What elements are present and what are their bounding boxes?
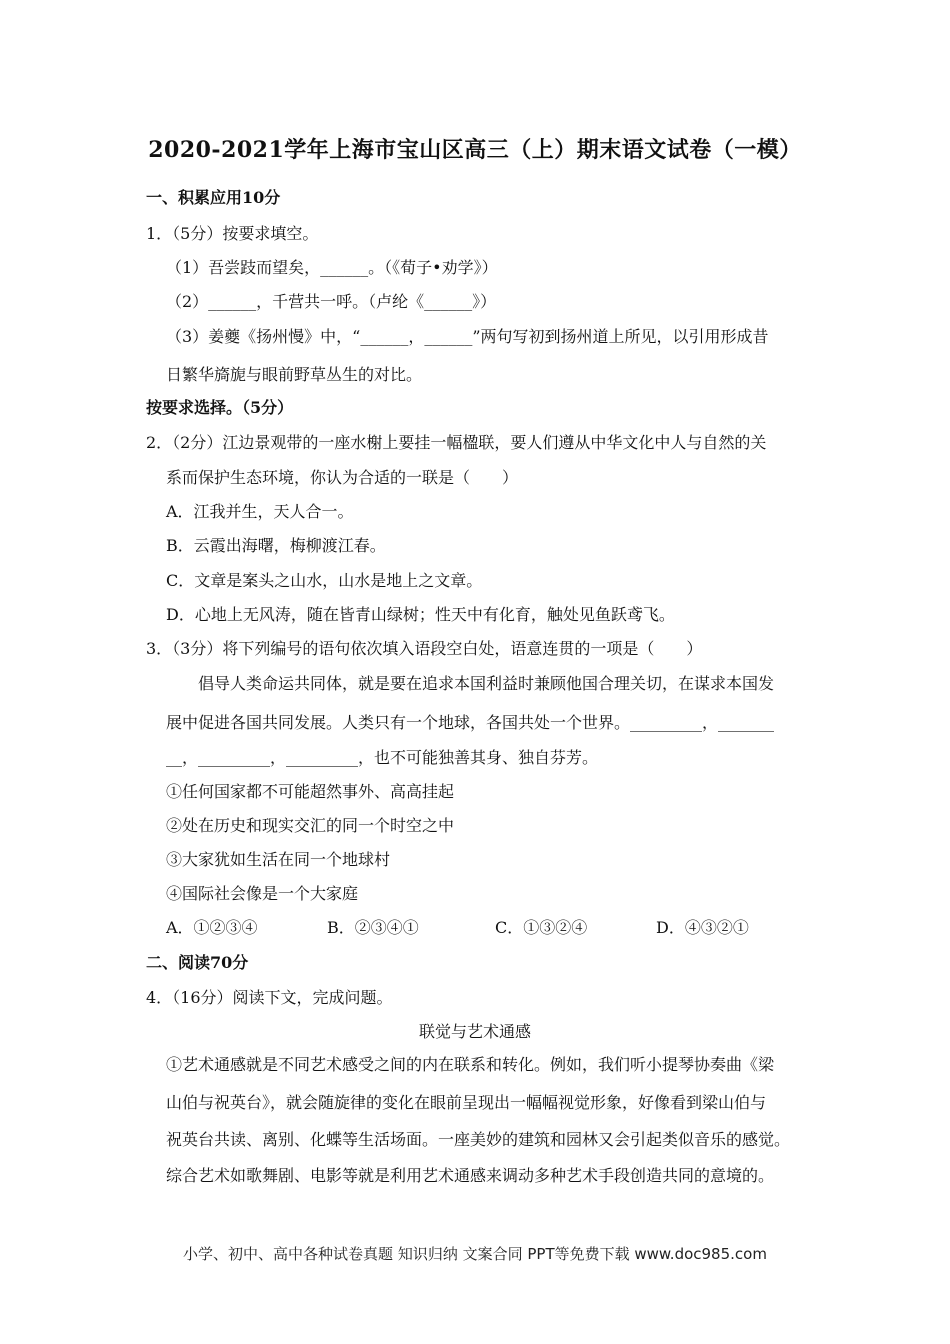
q2-option-c: C．文章是案头之山水，山水是地上之文章。 xyxy=(166,571,483,590)
q3-sentence-3: ③大家犹如生活在同一个地球村 xyxy=(166,850,391,869)
q3-sentence-4: ④国际社会像是一个大家庭 xyxy=(166,884,359,903)
q3-sentence-2: ②处在历史和现实交汇的同一个时空之中 xyxy=(166,816,455,835)
q3-stem: 3．（3分）将下列编号的语句依次填入语段空白处，语意连贯的一项是（ ） xyxy=(146,639,703,658)
section1-heading: 一、积累应用10分 xyxy=(146,188,281,207)
q1-item3-line1: （3）姜夔《扬州慢》中，“______，______”两句写初到扬州道上所见，以引用形成昔 xyxy=(166,327,769,346)
q3-paragraph-line3: __，_________，_________，也不可能独善其身、独自芬芳。 xyxy=(166,748,599,767)
q1-item3-line2: 日繁华旖旎与眼前野草丛生的对比。 xyxy=(166,365,423,384)
article-p1-line3: 祝英台共读、离别、化蝶等生活场面。一座美妙的建筑和园林又会引起类似音乐的感觉。 xyxy=(166,1130,791,1149)
article-p1-line1: ①艺术通感就是不同艺术感受之间的内在联系和转化。例如，我们听小提琴协奏曲《梁 xyxy=(166,1055,775,1074)
q3-option-a: A．①②③④ xyxy=(166,918,258,937)
article-p1-line4: 综合艺术如歌舞剧、电影等就是利用艺术通感来调动多种艺术手段创造共同的意境的。 xyxy=(166,1166,775,1185)
q4-stem: 4．（16分）阅读下文，完成问题。 xyxy=(146,988,393,1007)
article-title: 联觉与艺术通感 xyxy=(418,1022,531,1041)
page-title: 2020-2021学年上海市宝山区高三（上）期末语文试卷（一模） xyxy=(148,137,802,163)
q3-sentence-1: ①任何国家都不可能超然事外、高高挂起 xyxy=(166,782,455,801)
q2-stem-line1: 2．（2分）江边景观带的一座水榭上要挂一幅楹联，要人们遵从中华文化中人与自然的关 xyxy=(146,433,767,452)
q2-option-d: D．心地上无风涛，随在皆青山绿树；性天中有化育，触处见鱼跃鸢飞。 xyxy=(166,605,675,624)
choice-subheading: 按要求选择。（5分） xyxy=(146,398,294,417)
q3-paragraph-line2: 展中促进各国共同发展。人类只有一个地球，各国共处一个世界。_________，_______ xyxy=(166,713,775,732)
q3-option-b: B．②③④① xyxy=(327,918,419,937)
q1-item2: （2）______，千营共一呼。（卢纶《______》） xyxy=(166,292,497,311)
q3-option-d: D．④③②① xyxy=(656,918,749,937)
q1-stem: 1．（5分）按要求填空。 xyxy=(146,224,319,243)
q2-option-b: B．云霞出海曙，梅柳渡江春。 xyxy=(166,536,386,555)
q2-option-a: A．江我并生，天人合一。 xyxy=(166,502,354,521)
article-p1-line2: 山伯与祝英台》，就会随旋律的变化在眼前呈现出一幅幅视觉形象，好像看到梁山伯与 xyxy=(166,1093,767,1112)
q1-item1: （1）吾尝跂而望矣，______。（《荀子•劝学》） xyxy=(166,258,498,277)
footer-note: 小学、初中、高中各种试卷真题 知识归纳 文案合同 PPT等免费下载 www.doc985.com xyxy=(183,1245,767,1263)
q3-option-c: C．①③②④ xyxy=(495,918,588,937)
q3-paragraph-line1: 倡导人类命运共同体，就是要在追求本国利益时兼顾他国合理关切，在谋求本国发 xyxy=(198,674,775,693)
q2-stem-line2: 系而保护生态环境，你认为合适的一联是（ ） xyxy=(166,468,519,487)
section2-heading: 二、阅读70分 xyxy=(146,953,249,972)
